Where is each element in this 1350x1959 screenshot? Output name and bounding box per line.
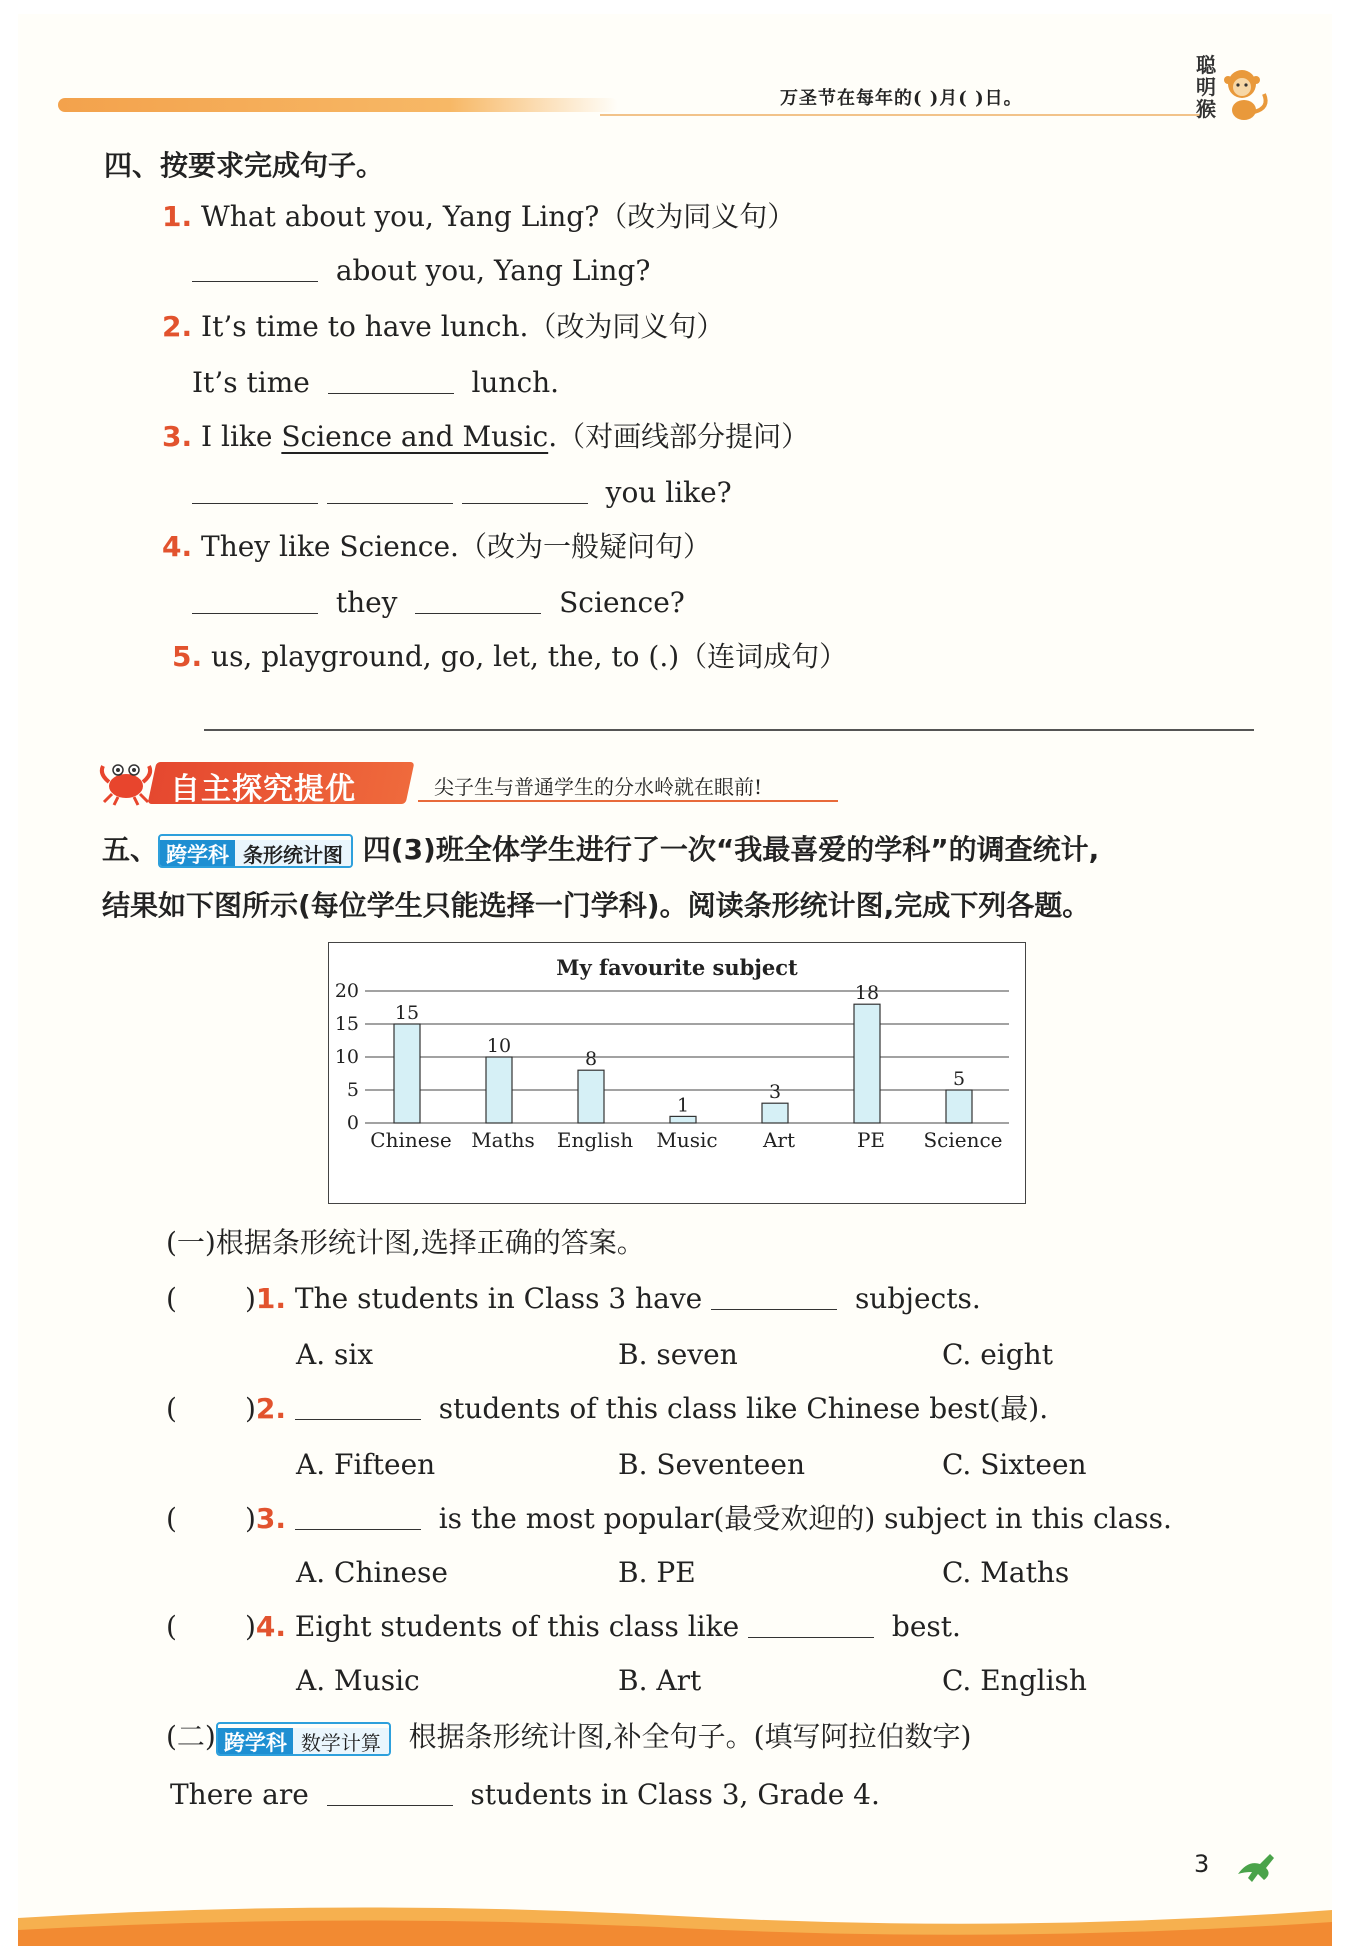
dinosaur-icon: [1234, 1848, 1280, 1882]
crab-icon: [98, 760, 154, 806]
header-note: 万圣节在每年的( )月( )日。: [780, 88, 1023, 109]
part-1-title: (一)根据条形统计图,选择正确的答案。: [166, 1226, 645, 1259]
answer-blank[interactable]: [295, 1393, 421, 1420]
answer-paren-close: ): [244, 1610, 256, 1643]
data-label: 10: [486, 1035, 512, 1057]
x-tick-label: English: [556, 1128, 634, 1152]
bar: [854, 1004, 880, 1123]
x-tick-label: Chinese: [370, 1128, 452, 1152]
option-c[interactable]: C. Maths: [942, 1556, 1070, 1589]
footer-wave: [18, 1888, 1332, 1946]
underlined-phrase: Science and Music: [281, 420, 549, 453]
answer-text: It’s time: [192, 366, 310, 399]
page-number: 3: [1194, 1850, 1210, 1878]
answer-paren-close: ): [244, 1502, 256, 1535]
answer-blank[interactable]: [192, 255, 318, 282]
question-number: 3.: [162, 420, 193, 453]
answer-blank[interactable]: [748, 1611, 874, 1638]
bar-chart: [328, 942, 1026, 1204]
question-text: Eight students of this class like: [294, 1610, 740, 1643]
question-text-head: I like: [201, 420, 282, 453]
section-5-label: 五、: [102, 833, 159, 866]
mascot-label: 聪明猴: [1196, 53, 1216, 121]
question-text: What about you, Yang Ling?（改为同义句）: [201, 200, 796, 233]
option-a[interactable]: A. Chinese: [296, 1556, 448, 1589]
chart-title: My favourite subject: [556, 955, 798, 980]
sentence-tail: students in Class 3, Grade 4.: [470, 1778, 880, 1811]
answer-blank[interactable]: [192, 477, 318, 504]
bar: [486, 1057, 512, 1123]
bar: [946, 1090, 972, 1123]
answer-text: they: [335, 586, 398, 619]
answer-paren-open: (: [166, 1392, 177, 1425]
tag-cross-subject: 跨学科: [160, 840, 235, 868]
q5-1: [166, 1282, 981, 1316]
question-number: 2.: [162, 310, 193, 343]
section-5-intro-line-1: [102, 828, 1099, 868]
q4-2-answer: [192, 366, 559, 400]
y-tick-label: 5: [346, 1079, 359, 1101]
question-text: It’s time to have lunch.（改为同义句）: [201, 310, 725, 343]
answer-slot[interactable]: [177, 1612, 245, 1638]
q4-3-answer: [192, 476, 732, 510]
q4-4-prompt: [162, 530, 711, 564]
q4-5-prompt: [172, 640, 847, 674]
banner-note: 尖子生与普通学生的分水岭就在眼前!: [434, 775, 763, 799]
question-number: 4.: [162, 530, 193, 563]
q4-4-answer: [192, 586, 685, 620]
part-2-instruction: 根据条形统计图,补全句子。(填写阿拉伯数字): [408, 1720, 972, 1753]
sentence-head: There are: [170, 1778, 309, 1811]
data-label: 3: [768, 1081, 782, 1104]
q4-2-prompt: [162, 310, 724, 344]
answer-blank[interactable]: [415, 587, 541, 614]
data-label: 8: [584, 1048, 598, 1071]
y-tick-label: 20: [334, 980, 359, 1002]
option-b[interactable]: B. Art: [618, 1664, 702, 1697]
banner-underline: [418, 800, 838, 802]
header-rule: [600, 114, 1200, 116]
answer-blank[interactable]: [295, 1503, 421, 1530]
question-text: us, playground, go, let, the, to (.)（连词成句）: [211, 640, 848, 673]
answer-paren-close: ): [244, 1392, 256, 1425]
question-text: subjects.: [854, 1282, 981, 1315]
answer-text: lunch.: [471, 366, 560, 399]
question-number: 1.: [255, 1282, 286, 1315]
question-number: 2.: [255, 1392, 286, 1425]
bar-chart-svg: [329, 943, 1025, 1203]
answer-line[interactable]: [204, 729, 1254, 731]
banner-title: 自主探究提优: [170, 772, 356, 807]
option-a[interactable]: A. Fifteen: [296, 1448, 436, 1481]
tag-cross-subject: 跨学科: [218, 1728, 293, 1756]
question-text: The students in Class 3 have: [294, 1282, 703, 1315]
answer-blank[interactable]: [711, 1283, 837, 1310]
tag-math-calc: 数学计算: [293, 1728, 389, 1756]
option-b[interactable]: B. Seventeen: [618, 1448, 805, 1481]
part-2-title: [166, 1720, 971, 1756]
question-number: 5.: [172, 640, 203, 673]
answer-blank[interactable]: [327, 477, 453, 504]
answer-text: Science?: [559, 586, 685, 619]
answer-blank[interactable]: [328, 367, 454, 394]
question-text: best.: [891, 1610, 961, 1643]
x-tick-label: Science: [923, 1128, 1003, 1152]
answer-text: about you, Yang Ling?: [335, 254, 651, 287]
question-text: students of this class like Chinese best(最).: [438, 1392, 1049, 1425]
question-number: 4.: [255, 1610, 286, 1643]
bar: [670, 1116, 696, 1123]
question-text-tail: .（对画线部分提问）: [548, 420, 810, 453]
data-label: 5: [952, 1068, 966, 1090]
bar: [578, 1070, 604, 1123]
answer-blank[interactable]: [192, 587, 318, 614]
option-a[interactable]: A. six: [296, 1338, 374, 1371]
answer-slot[interactable]: [177, 1504, 245, 1530]
q4-3-prompt: [162, 420, 809, 454]
q5-3: [166, 1502, 1172, 1536]
data-label: 1: [676, 1094, 690, 1117]
answer-paren-open: (: [166, 1610, 177, 1643]
answer-paren-close: ): [244, 1282, 256, 1315]
subject-tag: [158, 834, 353, 868]
question-text: is the most popular(最受欢迎的) subject in this class.: [438, 1502, 1172, 1535]
q4-1-prompt: [162, 200, 795, 234]
bar: [762, 1103, 788, 1123]
intro-text: 四(3)班全体学生进行了一次“我最喜爱的学科”的调查统计,: [362, 833, 1100, 866]
option-c[interactable]: C. eight: [942, 1338, 1053, 1371]
part-2-sentence: [170, 1778, 880, 1812]
question-number: 3.: [255, 1502, 286, 1535]
y-tick-label: 10: [334, 1046, 359, 1068]
q5-4: [166, 1610, 961, 1644]
answer-slot[interactable]: [177, 1394, 245, 1420]
tag-bar-chart: 条形统计图: [235, 840, 351, 868]
answer-paren-open: (: [166, 1502, 177, 1535]
question-number: 1.: [162, 200, 193, 233]
answer-slot[interactable]: [177, 1284, 245, 1310]
section-5-intro-line-2: 结果如下图所示(每位学生只能选择一门学科)。阅读条形统计图,完成下列各题。: [102, 889, 1091, 922]
subject-tag: [216, 1722, 391, 1756]
q5-2: [166, 1392, 1048, 1426]
q4-1-answer: [192, 254, 650, 288]
x-tick-label: Art: [762, 1128, 796, 1152]
question-text: They like Science.（改为一般疑问句）: [201, 530, 711, 563]
x-tick-label: Music: [656, 1128, 718, 1152]
x-tick-label: PE: [856, 1128, 886, 1152]
option-c[interactable]: C. Sixteen: [942, 1448, 1087, 1481]
header-stripe: [58, 98, 618, 112]
x-tick-label: Maths: [471, 1128, 535, 1152]
answer-paren-open: (: [166, 1282, 177, 1315]
bar: [394, 1024, 420, 1123]
option-c[interactable]: C. English: [942, 1664, 1087, 1697]
data-label: 15: [394, 1002, 420, 1024]
answer-text: you like?: [605, 476, 732, 509]
y-tick-label: 15: [334, 1013, 359, 1035]
section-4-title: 四、按要求完成句子。: [104, 149, 385, 182]
answer-blank[interactable]: [462, 477, 588, 504]
option-b[interactable]: B. PE: [618, 1556, 696, 1589]
y-tick-label: 0: [346, 1112, 359, 1134]
data-label: 18: [854, 982, 880, 1005]
part-2-prefix: (二): [166, 1720, 216, 1753]
option-a[interactable]: A. Music: [296, 1664, 420, 1697]
answer-blank[interactable]: [327, 1779, 453, 1806]
option-b[interactable]: B. seven: [618, 1338, 738, 1371]
